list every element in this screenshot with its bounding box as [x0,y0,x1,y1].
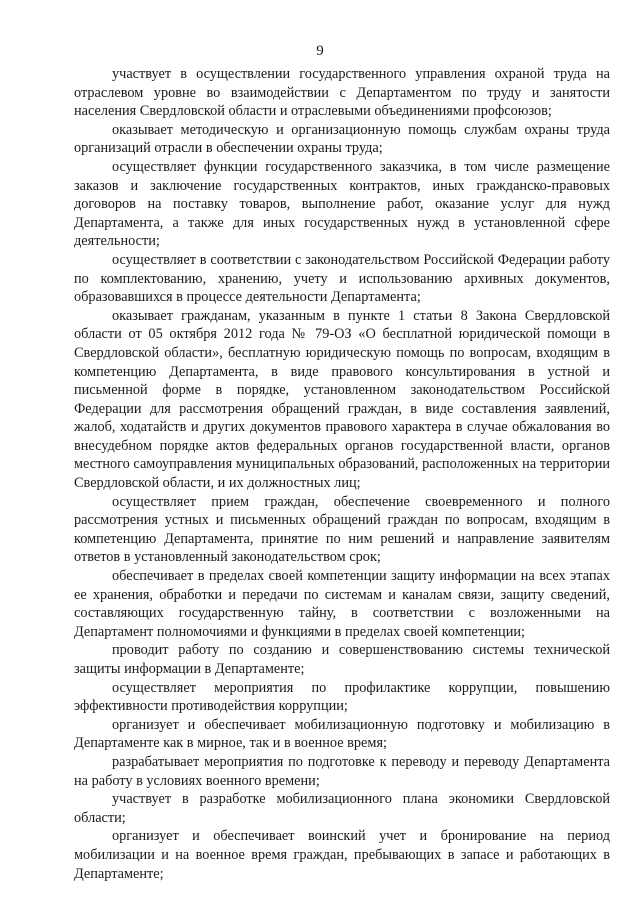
paragraph-citizen-reception: осуществляет прием граждан, обеспечение своевременного и полного рассмотрения устных и письменных обращений граждан по вопросам, входящим в компетенцию Департамента, принятие по ним решений и направление заявителям ответов в установленный законодательством срок; [74,493,610,566]
paragraph-state-customer: осуществляет функции государственного заказчика, в том числе размещение заказов и заключение государственных контрактов, иных гражданско-правовых договоров на поставку товаров, выполнение работ, оказание услуг для нужд Департамента, а также для иных государственных нужд в установленной сфере деятельности; [74,158,610,250]
paragraph-technical-protection: проводит работу по созданию и совершенствованию системы технической защиты информации в Департаменте; [74,642,610,677]
paragraph-archive-documents: осуществляет в соответствии с законодательством Российской Федерации работу по комплектованию, хранению, учету и использованию архивных документов, образовавшихся в процессе деятельности Департамента; [74,251,610,306]
paragraph-labor-protection-management: участвует в осуществлении государственного управления охраной труда на отраслевом уровне во взаимодействии с Департаментом по труду и занятости населения Свердловской области и отраслевыми объединениями профсоюзов; [74,66,610,120]
paragraph-mobilization-preparation: организует и обеспечивает мобилизационную подготовку и мобилизацию в Департаменте как в мирное, так и в военное время; [74,716,610,752]
paragraph-wartime-transition: разрабатывает мероприятия по подготовке к переводу и переводу Департамента на работу в условиях военного времени; [74,753,610,789]
paragraph-methodical-assistance: оказывает методическую и организационную помощь службам охраны труда организаций отрасли в обеспечении охраны труда; [74,121,610,157]
page-number: 9 [316,43,324,59]
paragraph-information-protection: обеспечивает в пределах своей компетенции защиту информации на всех этапах ее хранения, обработки и передачи по системам и каналам связи, защиту сведений, составляющих государственную тайну, в соответствии с возложенными на Департамент полномочиями и функциями в пределах своей компетенции; [74,568,610,640]
paragraph-anti-corruption: осуществляет мероприятия по профилактике коррупции, повышению эффективности противодействия коррупции; [74,679,610,715]
paragraph-free-legal-aid: оказывает гражданам, указанным в пункте 1 статьи 8 Закона Свердловской области от 05 октября 2012 года № 79-ОЗ «О бесплатной юридической помощи в Свердловской области», бесплатную юридическую помощь по вопросам, входящим в компетенцию Департамента, в виде правового консультирования в устной и письменной форме в порядке, установленном законодательством Российской Федерации для рассмотрения обращений граждан, в виде составления заявлений, жалоб, ходатайств и других документов правового характера в случае обжалования во внесудебном порядке актов федеральных органов государственной власти, органов местного самоуправления муниципальных образований, расположенных на территории Свердловской области, и их должностных лиц; [74,307,610,492]
paragraph-military-registration: организует и обеспечивает воинский учет и бронирование на период мобилизации и на военное время граждан, пребывающих в запасе и работающих в Департаменте; [74,828,610,882]
document-body [74,65,610,883]
paragraph-mobilization-plan: участвует в разработке мобилизационного плана экономики Свердловской области; [74,791,610,826]
